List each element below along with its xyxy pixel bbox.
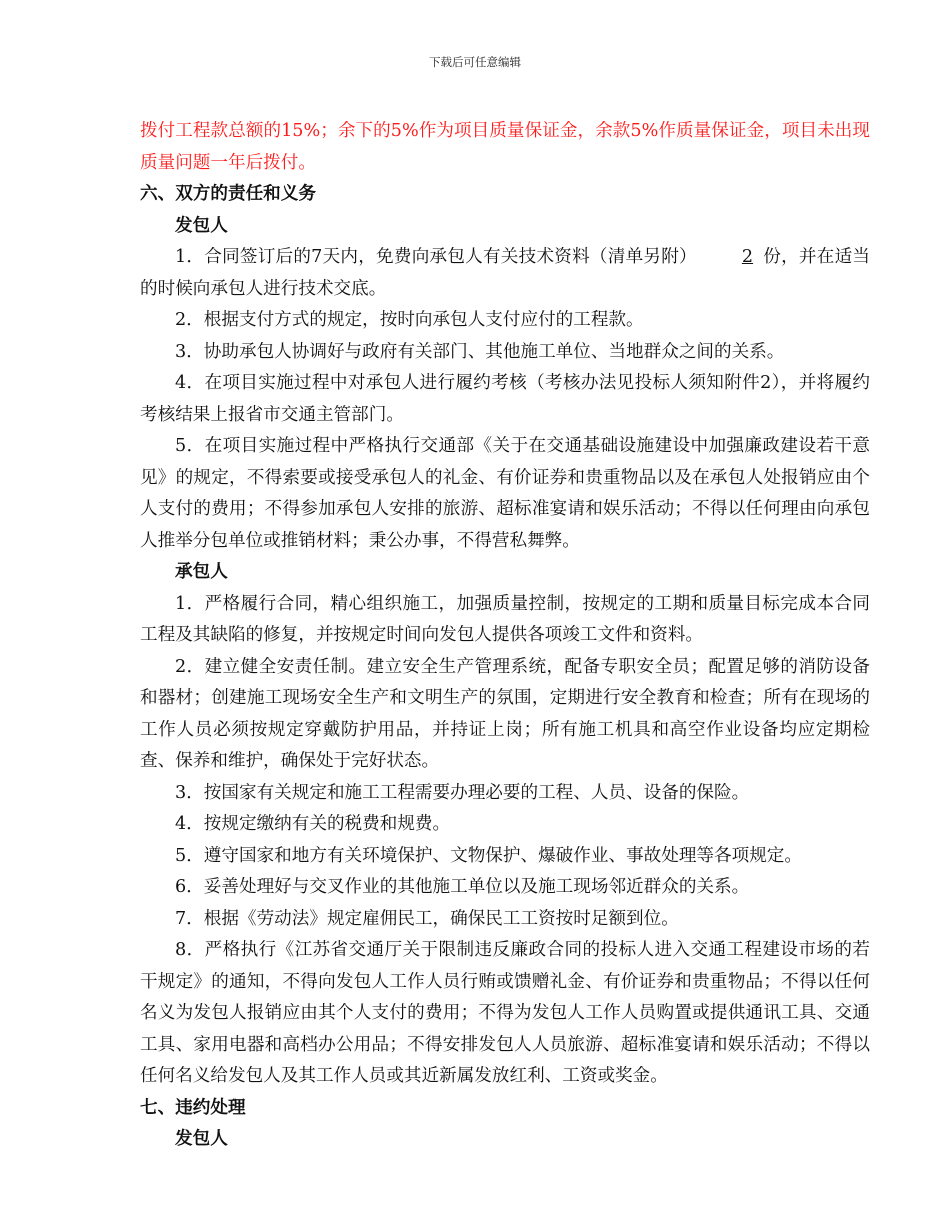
subheading-employer: 发包人 (175, 215, 228, 236)
subheading-employer-2: 发包人 (175, 1129, 228, 1149)
page-header-note: 下载后可任意编辑 (429, 55, 521, 69)
employer-clause-5: 5．在项目实施过程中严格执行交通部《关于在交通基础设施建设中加强廉政建设若干意见》的规定，不得索要或接受承包人的礼金、有价证券和贵重物品以及在承包人处报销应由个人支付的费用；不得参加承包人安排的旅游、超标准宴请和娱乐活动；不得以任何理由向承包人推举分包单位或推销材料；秉公办事，不得营私舞弊。 (140, 436, 870, 551)
contractor-clause-8: 8．严格执行《江苏省交通厅关于限制违反廉政合同的投标人进入交通工程建设市场的若干规定》的通知，不得向发包人工作人员行贿或馈赠礼金、有价证券和贵重物品；不得以任何名义为发包人报销应由其个人支付的费用；不得为发包人工作人员购置或提供通讯工具、交通工具、家用电器和高档办公用品；不得安排发包人人员旅游、超标准宴请和娱乐活动；不得以任何名义给发包人及其工作人员或其近新属发放红利、工资或奖金。 (140, 940, 870, 1086)
section-heading-6: 六、双方的责任和义务 (140, 184, 316, 204)
contractor-clause-7: 7．根据《劳动法》规定雇佣民工，确保民工工资按时足额到位。 (175, 908, 679, 929)
employer-clause-1-text: 1．合同签订后的7天内，免费向承包人有关技术资料（清单另附） (175, 247, 697, 267)
employer-clause-2: 2．根据支付方式的规定，按时向承包人支付应付的工程款。 (175, 310, 644, 330)
employer-clause-1 (140, 242, 870, 305)
employer-clause-4: 4．在项目实施过程中对承包人进行履约考核（考核办法见投标人须知附件2），并将履约考核结果上报省市交通主管部门。 (140, 373, 870, 425)
contractor-clause-1: 1．严格履行合同，精心组织施工，加强质量控制，按规定的工期和质量目标完成本合同工程及其缺陷的修复，并按规定时间向发包人提供各项竣工文件和资料。 (140, 593, 870, 645)
contractor-clause-2: 2．建立健全安责任制。建立安全生产管理系统，配备专职安全员；配置足够的消防设备和器材；创建施工现场安全生产和文明生产的氛围，定期进行安全教育和检查；所有在现场的工作人员必须按规定穿戴防护用品，并持证上岗；所有施工机具和高空作业设备均应定期检查、保养和维护，确保处于完好状态。 (140, 656, 870, 771)
contractor-clause-3: 3．按国家有关规定和施工工程需要办理必要的工程、人员、设备的保险。 (175, 782, 750, 803)
employer-clause-3: 3．协助承包人协调好与政府有关部门、其他施工单位、当地群众之间的关系。 (175, 341, 785, 362)
employer-clause-1-tail: 份，并在适当的时候向承包人进行技术交底。 (140, 247, 870, 299)
section-heading-7: 七、违约处理 (140, 1097, 246, 1118)
contractor-clause-5: 5．遵守国家和地方有关环境保护、文物保护、爆破作业、事故处理等各项规定。 (175, 845, 802, 866)
subheading-contractor: 承包人 (175, 562, 228, 582)
copies-blank: 2 (741, 247, 754, 267)
document-body (140, 116, 870, 1156)
contractor-clause-6: 6．妥善处理好与交叉作业的其他施工单位以及施工现场邻近群众的关系。 (175, 877, 750, 897)
payment-terms-paragraph: 拨付工程款总额的15%；余下的5%作为项目质量保证金，余款5%作质量保证金，项目未出现质量问题一年后拨付。 (140, 121, 870, 173)
contractor-clause-4: 4．按规定缴纳有关的税费和规费。 (175, 814, 451, 834)
